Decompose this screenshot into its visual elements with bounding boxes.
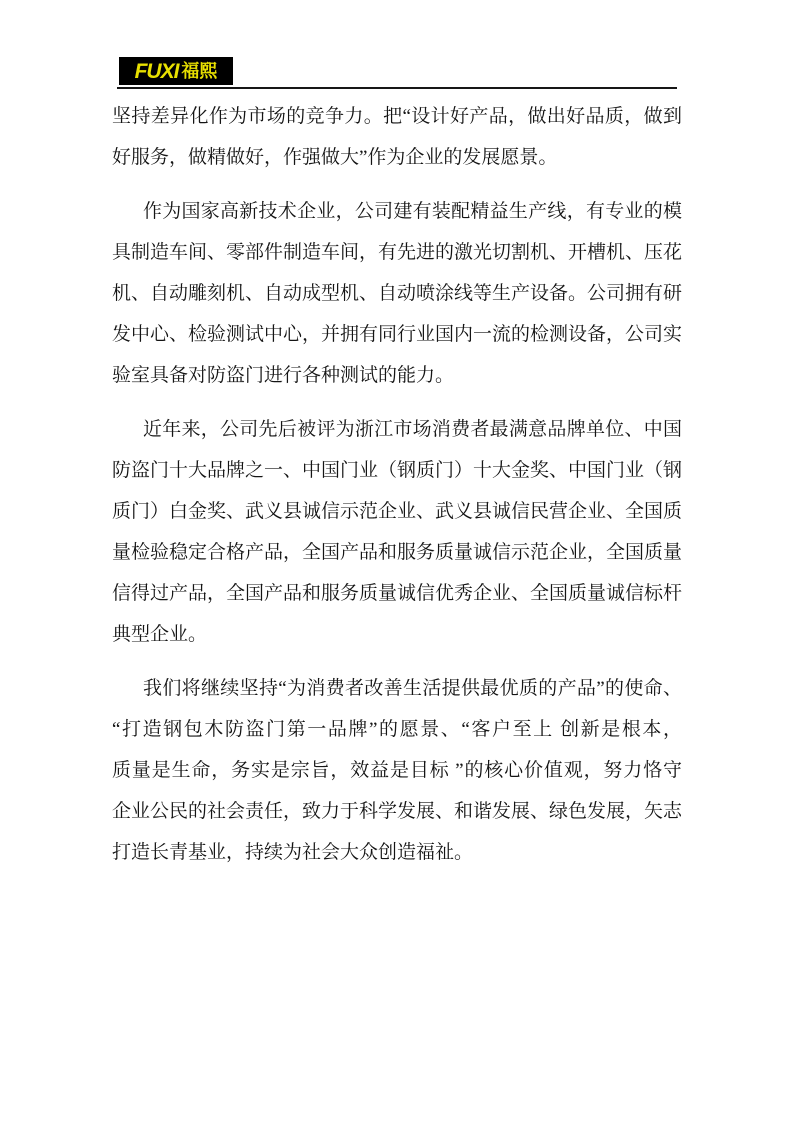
text-line: 验室具备对防盗门进行各种测试的能力。 bbox=[112, 365, 455, 386]
text-line: 具制造车间、零部件制造车间，有先进的激光切割机、开槽机、压花 bbox=[112, 242, 683, 263]
text-line: 打造长青基业，持续为社会大众创造福祉。 bbox=[112, 842, 474, 863]
document-body bbox=[112, 96, 682, 886]
text-line: 坚持差异化作为市场的竞争力。把“设计好产品，做出好品质，做到 bbox=[112, 106, 682, 127]
paragraph bbox=[112, 409, 682, 655]
text-line: 发中心、检验测试中心，并拥有同行业国内一流的检测设备，公司实 bbox=[112, 324, 683, 345]
text-line: 近年来，公司先后被评为浙江市场消费者最满意品牌单位、中国 bbox=[143, 419, 682, 440]
text-line: 防盗门十大品牌之一、中国门业（钢质门）十大金奖、中国门业（钢 bbox=[112, 460, 683, 481]
text-line: 量检验稳定合格产品，全国产品和服务质量诚信示范企业，全国质量 bbox=[112, 542, 683, 563]
text-line: 作为国家高新技术企业，公司建有装配精益生产线，有专业的模 bbox=[143, 201, 682, 222]
text-line: 好服务，做精做好，作强做大”作为企业的发展愿景。 bbox=[112, 147, 558, 168]
paragraph bbox=[112, 191, 682, 396]
text-line: 质量是生命，务实是宗旨，效益是目标 ”的核心价值观，努力恪守 bbox=[112, 760, 682, 781]
text-line: 典型企业。 bbox=[112, 624, 208, 645]
paragraph bbox=[112, 96, 682, 178]
company-logo bbox=[119, 57, 233, 85]
text-line: “打造钢包木防盗门第一品牌”的愿景、“客户至上 创新是根本， bbox=[112, 719, 682, 740]
text-line: 企业公民的社会责任，致力于科学发展、和谐发展、绿色发展，矢志 bbox=[112, 801, 683, 822]
header-divider bbox=[117, 87, 677, 89]
text-line: 机、自动雕刻机、自动成型机、自动喷涂线等生产设备。公司拥有研 bbox=[112, 283, 683, 304]
paragraph bbox=[112, 668, 682, 873]
logo-latin-text: FUXI bbox=[134, 59, 179, 83]
text-line: 信得过产品，全国产品和服务质量诚信优秀企业、全国质量诚信标杆 bbox=[112, 583, 683, 604]
logo-cjk-text: 福熙 bbox=[181, 61, 218, 81]
text-line: 质门）白金奖、武义县诚信示范企业、武义县诚信民营企业、全国质 bbox=[112, 501, 683, 522]
text-line: 我们将继续坚持“为消费者改善生活提供最优质的产品”的使命、 bbox=[143, 678, 682, 699]
